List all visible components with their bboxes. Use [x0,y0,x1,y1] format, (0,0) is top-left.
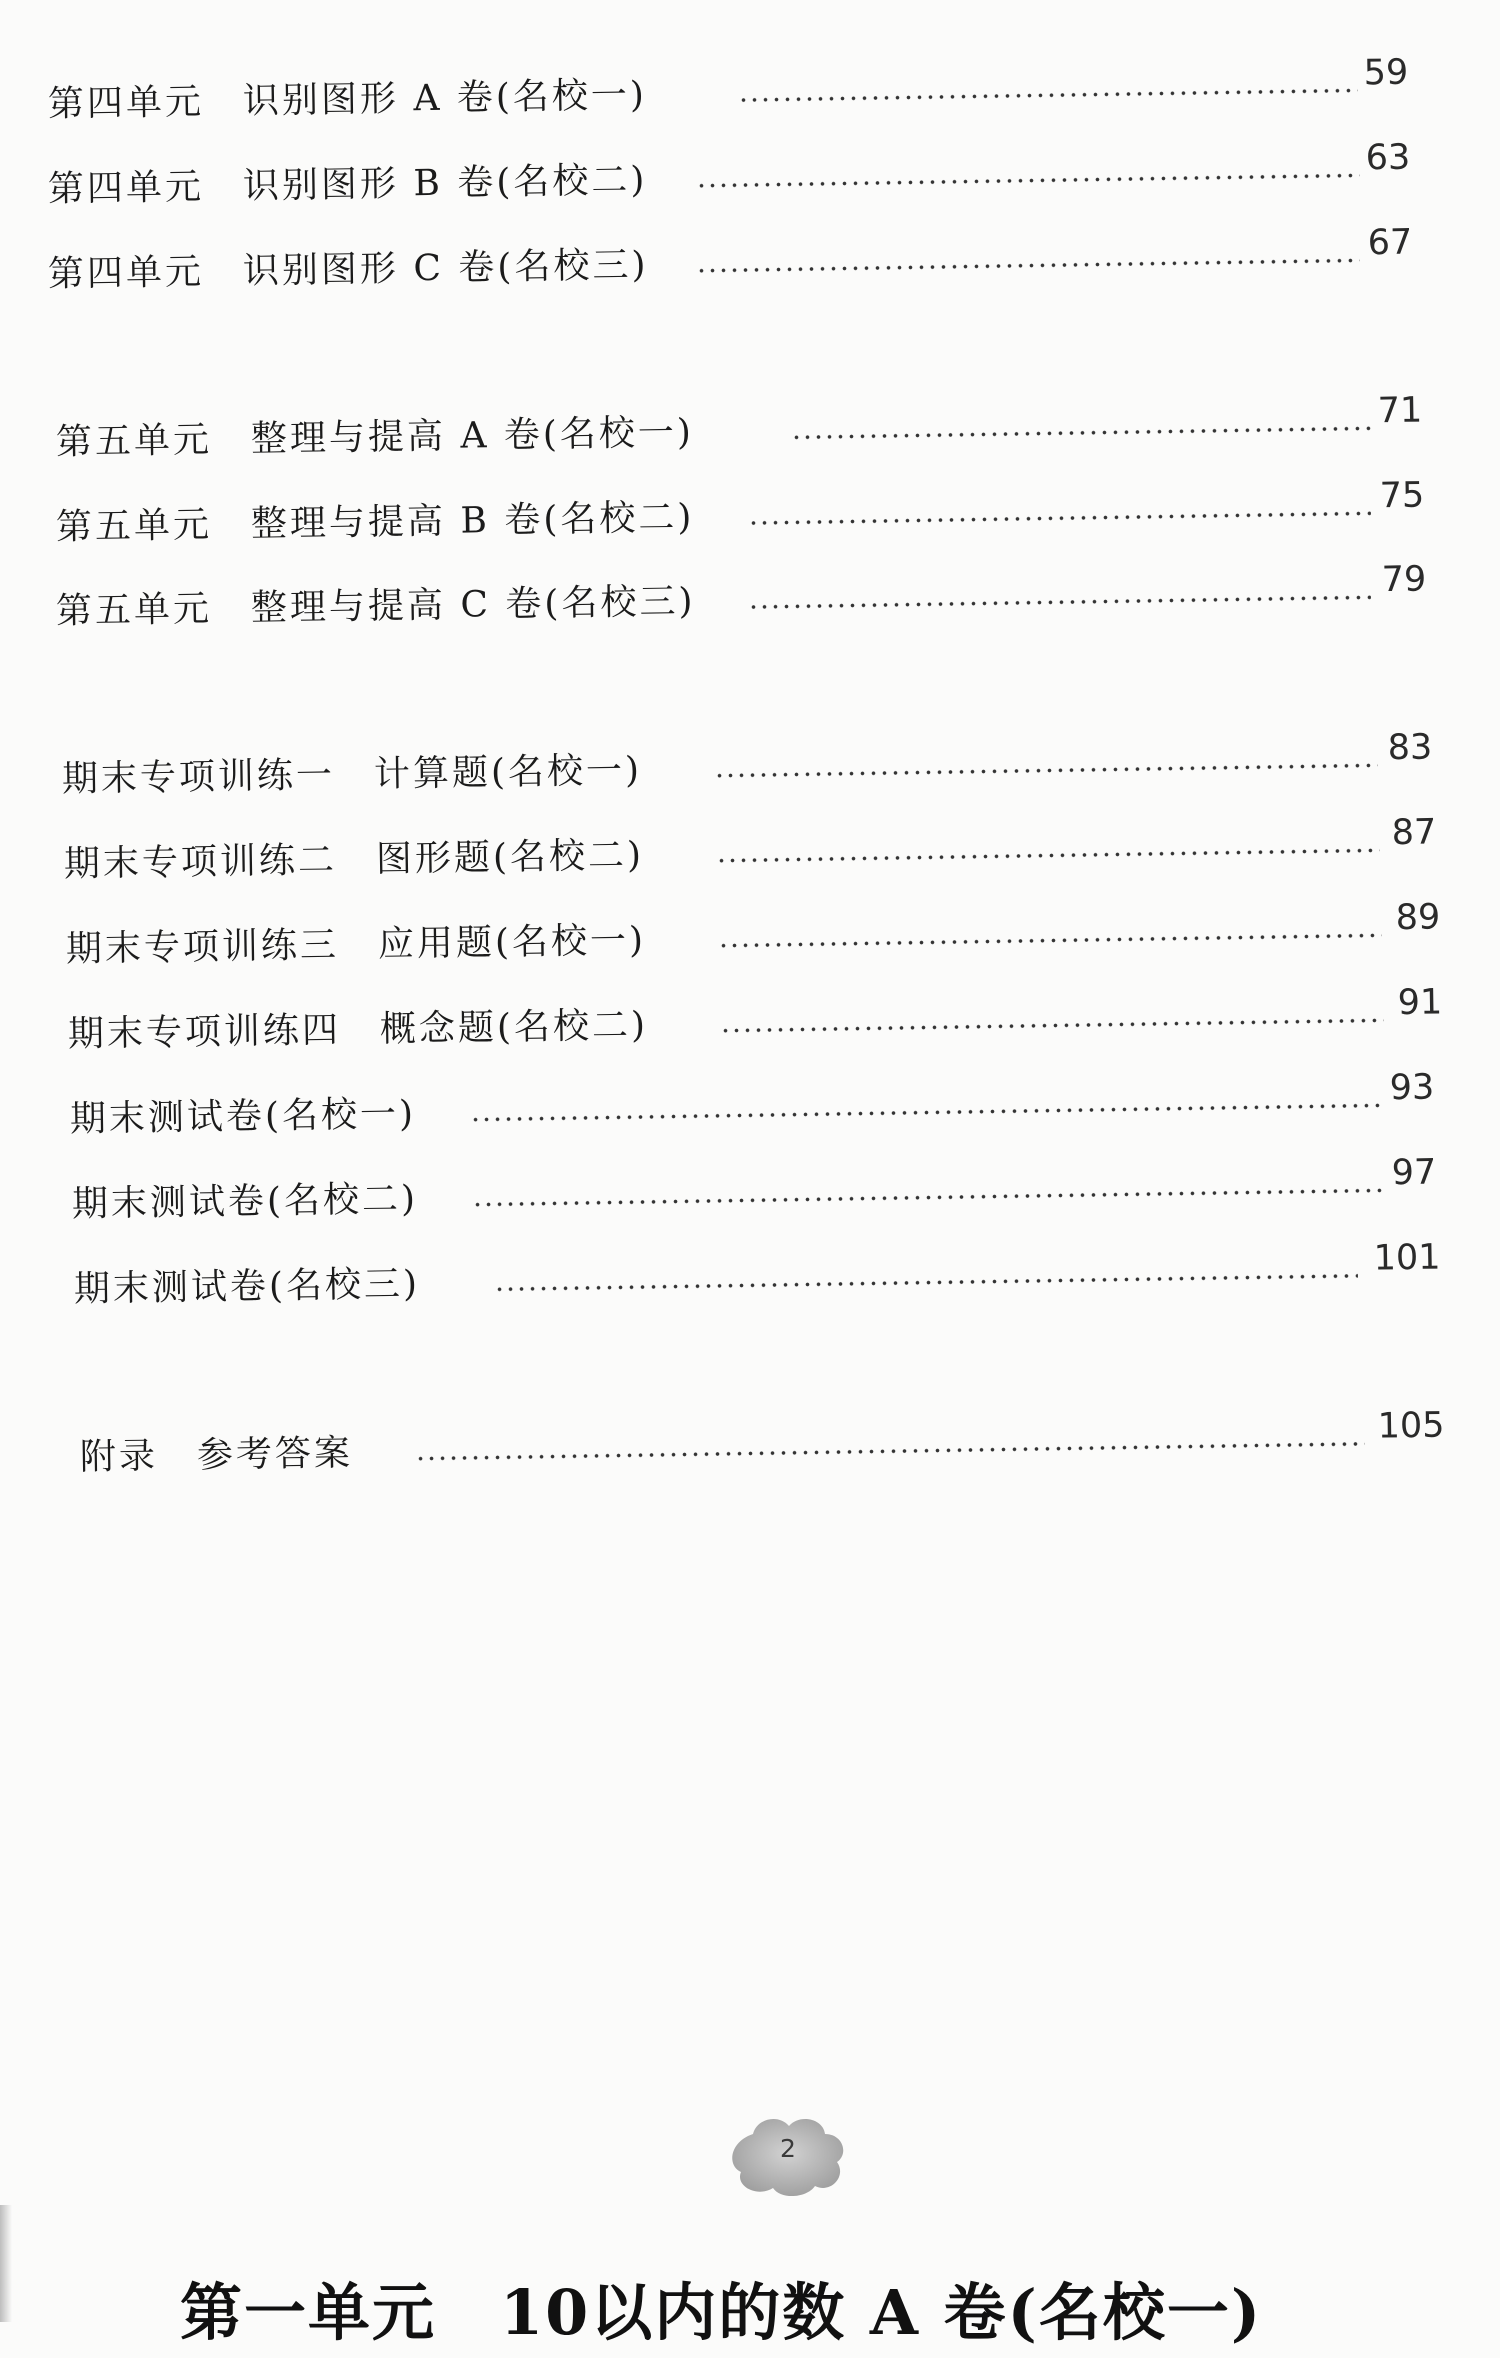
toc-entry-title: 期末测试卷(名校三) [73,1263,421,1310]
toc-entry-title: 期末专项训练一 计算题(名校一) [61,749,643,800]
toc-entry-page: 67 [1367,222,1413,264]
toc-entry-page: 87 [1391,812,1437,854]
toc-entry-page: 71 [1377,390,1423,432]
toc-entry-title: 期末专项训练二 图形题(名校二) [63,834,645,885]
toc-entry-unit4-a[interactable] [47,52,1409,130]
toc-entry-unit4-b[interactable] [47,137,1411,215]
toc-leader-dots [472,1187,1386,1207]
toc-entry-page: 63 [1365,137,1411,179]
toc-entry-title: 第四单元 识别图形 B 卷(名校二) [47,159,648,210]
toc-leader-dots [415,1441,1365,1462]
toc-entry-page: 101 [1373,1237,1441,1279]
toc-leader-dots [494,1273,1358,1293]
toc-leader-dots [748,510,1371,526]
next-page-heading: 第一单元 10以内的数 A 卷(名校一) [180,2276,1263,2349]
toc-entry-page: 75 [1379,475,1425,517]
page-number-badge [723,2112,853,2200]
toc-leader-dots [714,762,1378,778]
toc-entry-page: 59 [1363,52,1409,94]
toc-entry-page: 105 [1377,1405,1445,1447]
toc-entry-page: 97 [1391,1152,1437,1194]
toc-leader-dots [738,87,1358,103]
toc-leader-dots [696,172,1360,188]
toc-entry-page: 79 [1381,559,1427,601]
toc-entry-title: 期末专项训练四 概念题(名校二) [67,1004,649,1055]
toc-entry-title: 期末测试卷(名校一) [69,1093,417,1140]
toc-entry-title: 期末测试卷(名校二) [71,1178,419,1225]
toc-entry-final-exam-3[interactable] [73,1237,1445,1315]
toc-leader-dots [716,847,1380,863]
toc-entry-final-drill-2[interactable] [63,812,1437,890]
toc-entry-title: 期末专项训练三 应用题(名校一) [65,919,647,970]
toc-entry-title: 附录 参考答案 [79,1432,354,1478]
toc-entry-page: 91 [1397,982,1443,1024]
toc-entry-title: 第四单元 识别图形 A 卷(名校一) [47,74,648,125]
toc-entry-page: 89 [1395,897,1441,939]
toc-entry-appendix-answers[interactable] [79,1405,1451,1483]
toc-entry-page: 83 [1387,727,1433,769]
toc-leader-dots [718,932,1382,948]
scan-edge-shadow [0,2205,12,2322]
toc-entry-unit4-c[interactable] [47,222,1413,300]
toc-entry-title: 第四单元 识别图形 C 卷(名校三) [47,244,649,295]
toc-entry-title: 第五单元 整理与提高 B 卷(名校二) [55,496,695,548]
toc-leader-dots [720,1017,1384,1033]
toc-leader-dots [748,594,1371,610]
page-number: 2 [780,2134,796,2163]
toc-entry-final-drill-1[interactable] [61,727,1433,805]
toc-entry-final-exam-2[interactable] [71,1152,1443,1230]
toc-entry-final-drill-4[interactable] [67,982,1443,1060]
toc-entry-page: 93 [1389,1067,1435,1109]
toc-entry-title: 第五单元 整理与提高 C 卷(名校三) [55,580,696,632]
toc-leader-dots [791,425,1371,440]
toc-leader-dots [696,257,1360,273]
toc-entry-final-exam-1[interactable] [69,1067,1441,1145]
toc-leader-dots [470,1102,1384,1122]
toc-entry-unit5-b[interactable] [55,475,1425,553]
toc-entry-unit5-c[interactable] [55,559,1427,637]
toc-entry-final-drill-3[interactable] [65,897,1441,975]
toc-entry-title: 第五单元 整理与提高 A 卷(名校一) [55,411,695,463]
toc-entry-unit5-a[interactable] [55,390,1423,468]
